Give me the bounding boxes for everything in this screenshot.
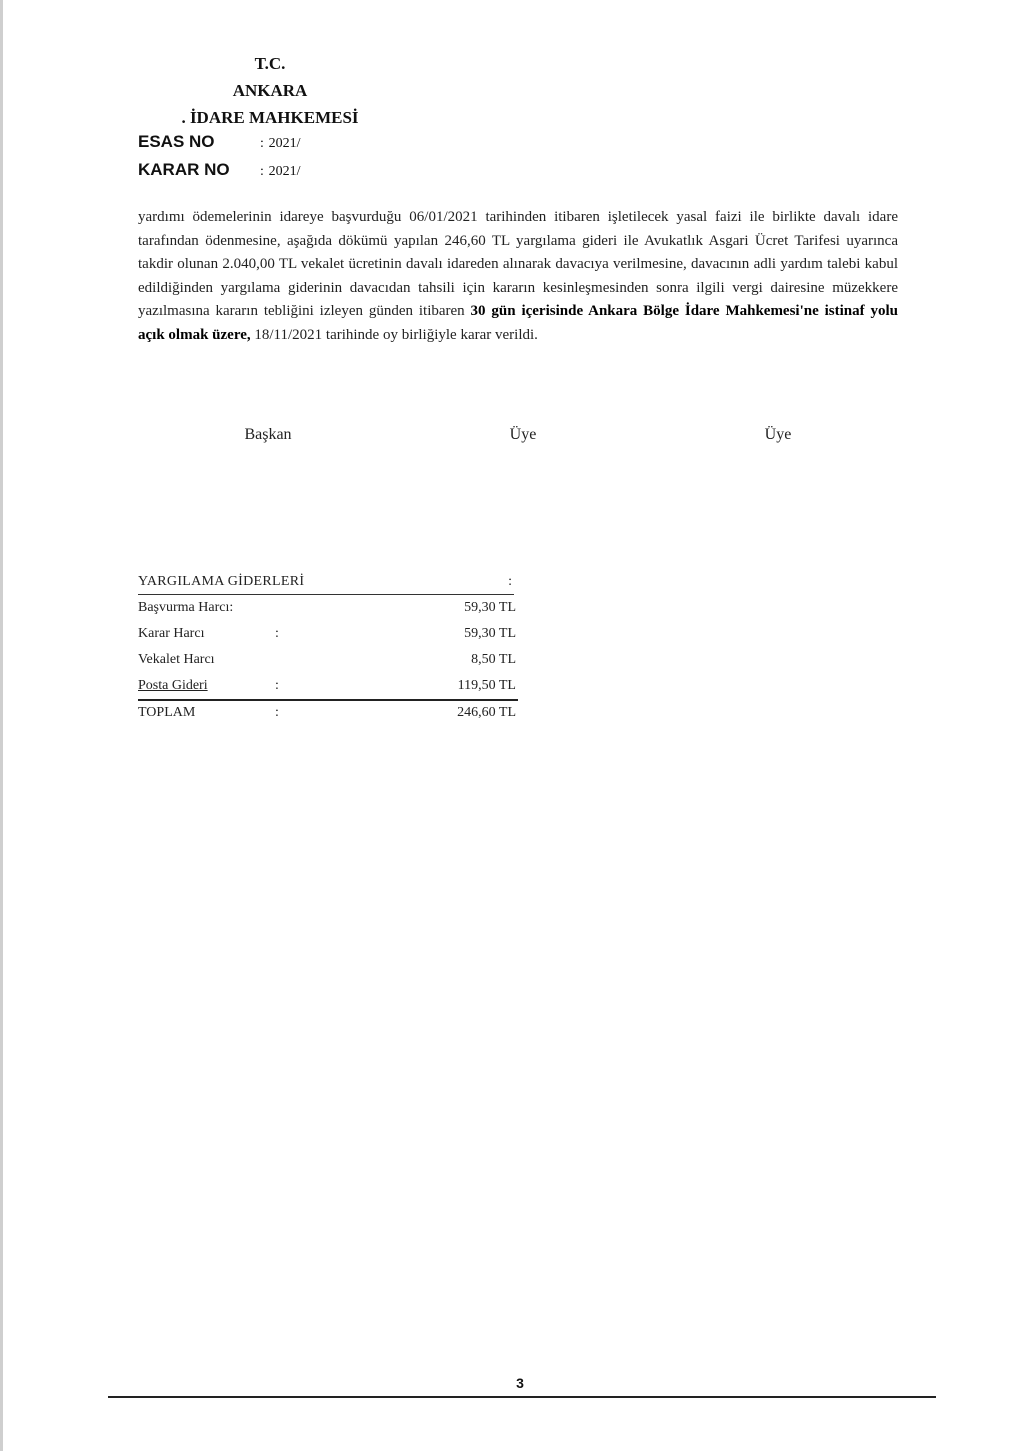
expense-amount: 59,30 TL bbox=[464, 626, 516, 641]
signature-baskan: Başkan bbox=[244, 426, 292, 443]
expense-colon: : bbox=[275, 678, 279, 693]
page-left-edge bbox=[0, 0, 3, 1451]
expense-label: Başvurma Harcı: bbox=[138, 600, 234, 615]
header-court-name: . İDARE MAHKEMESİ bbox=[181, 108, 359, 127]
expense-row-basvurma bbox=[138, 595, 518, 621]
karar-no-label: KARAR NO bbox=[138, 160, 230, 179]
expense-colon: : bbox=[275, 626, 279, 641]
header-city: ANKARA bbox=[232, 81, 308, 100]
expenses-title-row bbox=[138, 572, 514, 595]
esas-no-row bbox=[138, 132, 301, 152]
header-tc: T.C. bbox=[254, 54, 286, 73]
karar-no-value: 2021/ bbox=[268, 164, 301, 179]
karar-no-row bbox=[138, 160, 301, 180]
expenses-title-colon: : bbox=[508, 574, 512, 589]
signature-uye-2: Üye bbox=[764, 426, 792, 443]
footer-divider bbox=[108, 1396, 936, 1398]
decision-text: yardımı ödemelerinin idareye başvurduğu 06/01/2021 tarihinden itibaren işletilecek yasal faizi ile birlikte davalı idare tarafından ödenmesine, aşağıda dökümü yapılan 246,60 TL yargılama gideri ile Avukatlık Asgari Ücret Tarifesi uyarınca takdir olunan 2.040,00 TL vekalet ücretinin davalı idareden alınarak davacıya verilmesine, davacının adli yardım talebi kabul edildiğinden yargılama giderinin davacıdan tahsili için kararın kesinleşmesinden sonra ilgili vergi dairesine müzekkere yazılmasına kararın tebliğini izleyen günden itibaren bbox=[138, 209, 898, 319]
expenses-title: YARGILAMA GİDERLERİ bbox=[138, 574, 305, 589]
karar-no-separator: : bbox=[260, 164, 264, 179]
court-header bbox=[140, 50, 400, 131]
expense-row-karar bbox=[138, 621, 518, 647]
expense-label: Posta Gideri bbox=[138, 678, 208, 693]
page-number: 3 bbox=[516, 1375, 524, 1391]
expense-total-amount: 246,60 TL bbox=[457, 705, 516, 720]
decision-date-text: 18/11/2021 tarihinde oy birliğiyle karar verildi. bbox=[254, 326, 538, 343]
expense-label: Vekalet Harcı bbox=[138, 652, 215, 667]
expense-total-label: TOPLAM bbox=[138, 705, 196, 720]
signature-uye-1: Üye bbox=[509, 426, 537, 443]
expense-row-posta bbox=[138, 673, 518, 701]
signature-block bbox=[0, 426, 1024, 450]
expenses-table bbox=[138, 572, 518, 725]
appeal-notice: 30 gün içerisinde Ankara Bölge İdare Mahkemesi'ne istinaf yolu açık olmak üzere, bbox=[138, 303, 898, 343]
decision-paragraph bbox=[138, 206, 898, 347]
expense-total-colon: : bbox=[275, 705, 279, 720]
esas-no-label: ESAS NO bbox=[138, 132, 215, 151]
expense-amount: 8,50 TL bbox=[471, 652, 516, 667]
expense-total-row bbox=[138, 701, 518, 725]
expense-row-vekalet bbox=[138, 647, 518, 673]
expense-amount: 119,50 TL bbox=[457, 678, 516, 693]
expense-amount: 59,30 TL bbox=[464, 600, 516, 615]
expense-label: Karar Harcı bbox=[138, 626, 205, 641]
esas-no-separator: : bbox=[260, 136, 264, 151]
esas-no-value: 2021/ bbox=[268, 136, 301, 151]
